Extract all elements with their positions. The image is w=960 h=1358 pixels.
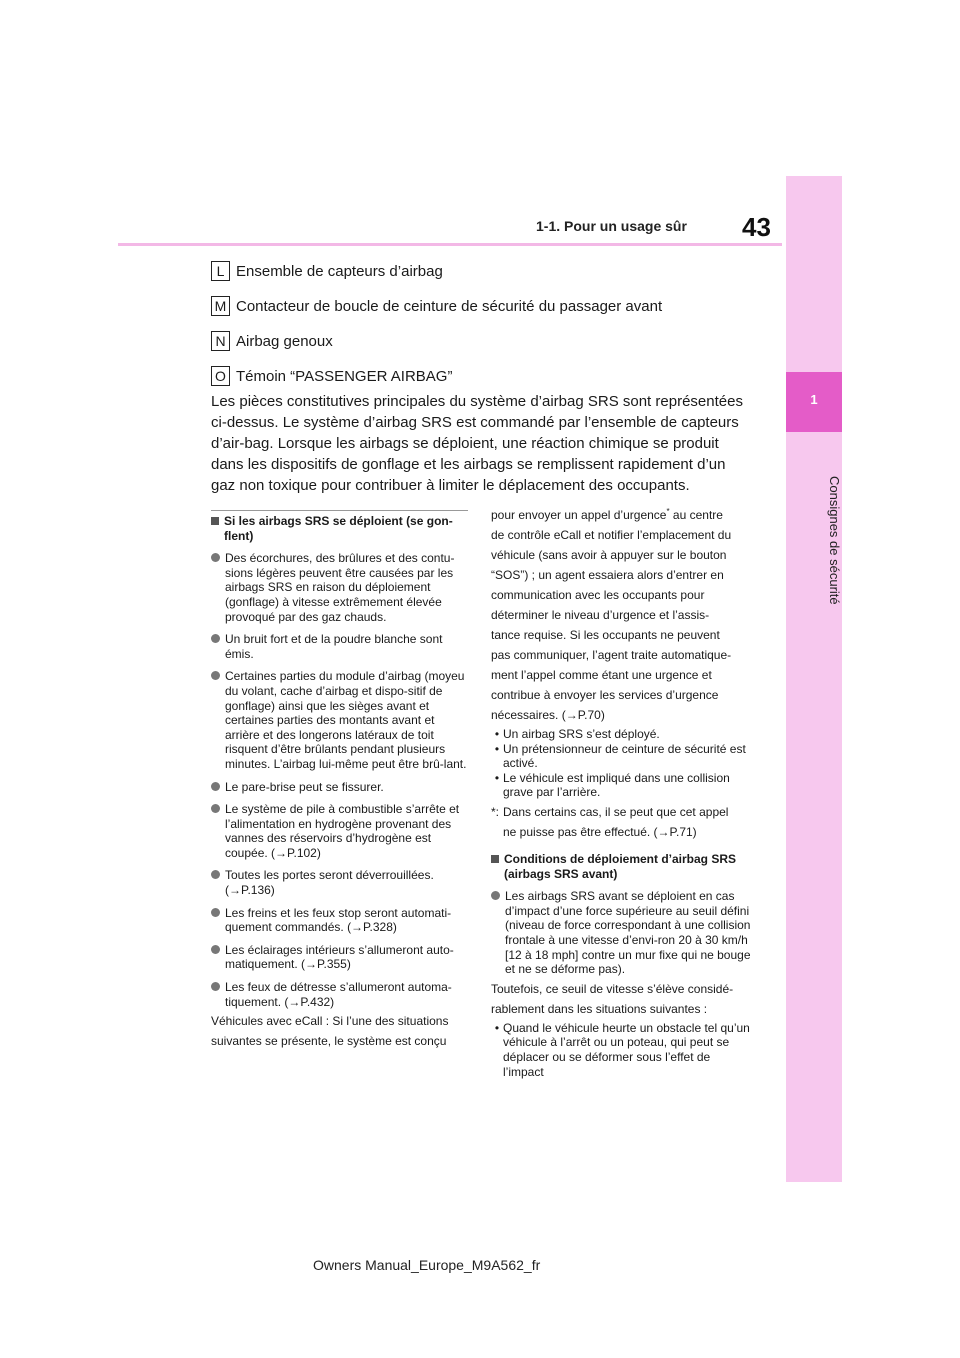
dash-item-text: Un airbag SRS s’est déployé. [503, 727, 660, 741]
section-title: 1-1. Pour un usage sûr [536, 218, 687, 234]
bullet-dot-icon [211, 634, 220, 643]
bullet-dot-icon [211, 782, 220, 791]
text-line: rablement dans les situations suivantes : [491, 1001, 708, 1016]
text-line: déterminer le niveau d’urgence et l’assis- [491, 608, 710, 622]
bullet-dot-icon [211, 671, 220, 680]
square-bullet-icon [491, 855, 499, 863]
text-line-part: au centre [669, 508, 723, 522]
text-line: de contrôle eCall et notifier l’emplacement du [491, 528, 732, 542]
list-item-text: Des écorchures, des brûlures et des contu-sions légères peuvent être causées par les airbags SRS en raison du déploiement (gonflage) à vitesse extrêmement élevée provoqué par des gaz chauds. [225, 551, 455, 624]
list-item [211, 906, 470, 935]
legend-key: N [211, 331, 230, 351]
legend-text: Airbag genoux [236, 332, 333, 350]
dash-item [491, 771, 753, 800]
section-heading [211, 514, 470, 543]
list-item [211, 980, 470, 1009]
footer-doc-id: Owners Manual_Europe_M9A562_fr [313, 1257, 541, 1273]
list-item [491, 889, 753, 977]
list-item-text: Les feux de détresse s’allumeront automa-tiquement. (→P.432) [225, 980, 452, 1009]
ecall-paragraph [211, 1011, 470, 1051]
list-item-text: Le pare-brise peut se fissurer. [225, 779, 384, 794]
column-divider [211, 510, 468, 511]
list-item-text: Les airbags SRS avant se déploient en cas d’impact d’une force supérieure au seuil défini (niveau de force correspondant à une collision frontale à une vitesse d’envi-ron 20 à 30 km/h [12 à 18 mph] contre un mur fixe qui ne bouge et ne se déforme pas). [505, 889, 751, 977]
text-line: contribue à envoyer les services d’urgence [491, 688, 719, 702]
dash-item-text: Le véhicule est impliqué dans une collision grave par l’arrière. [503, 770, 730, 800]
text-line: ne puisse pas être effectué. (→P.71) [503, 824, 697, 839]
text-line: ment l’appel comme étant une urgence et [491, 668, 712, 682]
footnote-mark: * [666, 507, 670, 516]
text-line: “SOS”) ; un agent essaiera alors d’entrer en [491, 568, 724, 582]
legend-item [211, 260, 443, 282]
section-heading-text: Si les airbags SRS se déploient (se gon-flent) [224, 514, 453, 543]
bullet-dot-icon [491, 891, 500, 900]
list-item [211, 802, 470, 860]
list-item-text: Le système de pile à combustible s’arrête et l’alimentation en hydrogène provenant des vannes des réservoirs d’hydrogène est coupée. (→P.102) [225, 802, 460, 860]
list-item [211, 943, 470, 972]
side-tab [786, 176, 842, 1182]
text-line: pas communiquer, l’agent traite automatique- [491, 648, 732, 662]
legend-text: Témoin “PASSENGER AIRBAG” [236, 367, 453, 385]
text-line: nécessaires. (→P.70) [491, 708, 605, 722]
list-item [211, 780, 470, 795]
bullet-dot-icon [211, 553, 220, 562]
list-item-text: Certaines parties du module d’airbag (moyeu du volant, cache d’airbag et dispo-sitif de gonflage) ainsi que les sièges avant et certaines parties des montants avant et arrière et des longerons latéraux de toit risquent d’être brûlants pendant plusieurs minutes. L’airbag lui-même peut être brû-lant. [225, 669, 467, 771]
section-heading-text: Conditions de déploiement d’airbag SRS (airbags SRS avant) [504, 851, 737, 881]
chapter-label [786, 440, 842, 640]
bullet-mark: • [494, 770, 500, 785]
legend-key: O [211, 366, 230, 386]
chapter-number: 1 [810, 392, 818, 407]
text-line-part: pour envoyer un appel d’urgence [491, 508, 667, 522]
text-line: tance requise. Si les occupants ne peuvent [491, 628, 720, 642]
legend-item [211, 365, 452, 387]
dash-list [491, 727, 753, 800]
legend-key: M [211, 296, 230, 316]
text-line: communication avec les occupants pour [491, 588, 705, 602]
bullet-dot-icon [211, 945, 220, 954]
text-line: Toutefois, ce seuil de vitesse s’élève considé- [491, 981, 734, 996]
dash-item [491, 742, 753, 771]
ecall-continuation [491, 502, 753, 725]
list-item [211, 669, 470, 771]
footnote-body [503, 802, 728, 842]
list-item-text: Toutes les portes seront déverrouillées. (→P.136) [225, 868, 434, 898]
list-item-text: Les freins et les feux stop seront automati-quement commandés. (→P.328) [225, 905, 452, 935]
right-column [491, 502, 753, 1079]
dash-item [491, 727, 753, 742]
footnote [491, 802, 753, 842]
text-line [491, 502, 753, 525]
section-heading [491, 852, 753, 881]
bullet-dot-icon [211, 982, 220, 991]
legend-key: L [211, 261, 230, 281]
text-line: véhicule (sans avoir à appuyer sur le bouton [491, 548, 727, 562]
header-rule [118, 243, 782, 246]
bullet-dot-icon [211, 804, 220, 813]
chapter-label-text: Consignes de sécurité [827, 475, 842, 605]
legend-text: Ensemble de capteurs d’airbag [236, 262, 443, 280]
bullet-dot-icon [211, 870, 220, 879]
threshold-paragraph [491, 979, 753, 1019]
list-item-text: Un bruit fort et de la poudre blanche sont émis. [225, 632, 443, 661]
list-item [211, 632, 470, 661]
dash-item-text: Quand le véhicule heurte un obstacle tel qu’un véhicule à l’arrêt ou un poteau, qui peut se déplacer ou se déformer sous l’effet de l’impact [503, 1020, 750, 1079]
dash-item [491, 1021, 753, 1079]
text-line: Véhicules avec eCall : Si l’une des situations [211, 1014, 449, 1029]
legend-item [211, 295, 662, 317]
dash-item-text: Un prétensionneur de ceinture de sécurité est activé. [503, 741, 746, 771]
bullet-mark: • [494, 741, 500, 756]
footnote-marker: *: [491, 804, 500, 819]
list-item-text: Les éclairages intérieurs s’allumeront auto-matiquement. (→P.355) [225, 942, 454, 972]
legend-text: Contacteur de boucle de ceinture de sécurité du passager avant [236, 297, 663, 315]
page-number: 43 [742, 212, 771, 242]
left-column [211, 514, 470, 1051]
legend-item [211, 330, 333, 352]
list-item [211, 868, 470, 897]
bullet-mark: • [494, 1020, 500, 1035]
bullet-mark: • [494, 727, 500, 741]
intro-paragraph: Les pièces constitutives principales du système d’airbag SRS sont représentées ci-dessus. Le système d’airbag SRS est commandé par l’ensemble de capteurs d’air-bag. Lorsque les airbags se déploient, une réaction chimique se produit dans les dispositifs de gonflage et les airbags se remplissent rapidement d’un gaz non toxique pour contribuer à limiter le déplacement des occupants. [211, 393, 743, 494]
text-line: Dans certains cas, il se peut que cet appel [503, 804, 729, 819]
list-item [211, 551, 470, 624]
bullet-dot-icon [211, 908, 220, 917]
square-bullet-icon [211, 517, 219, 525]
text-line: suivantes se présente, le système est conçu [211, 1034, 447, 1049]
